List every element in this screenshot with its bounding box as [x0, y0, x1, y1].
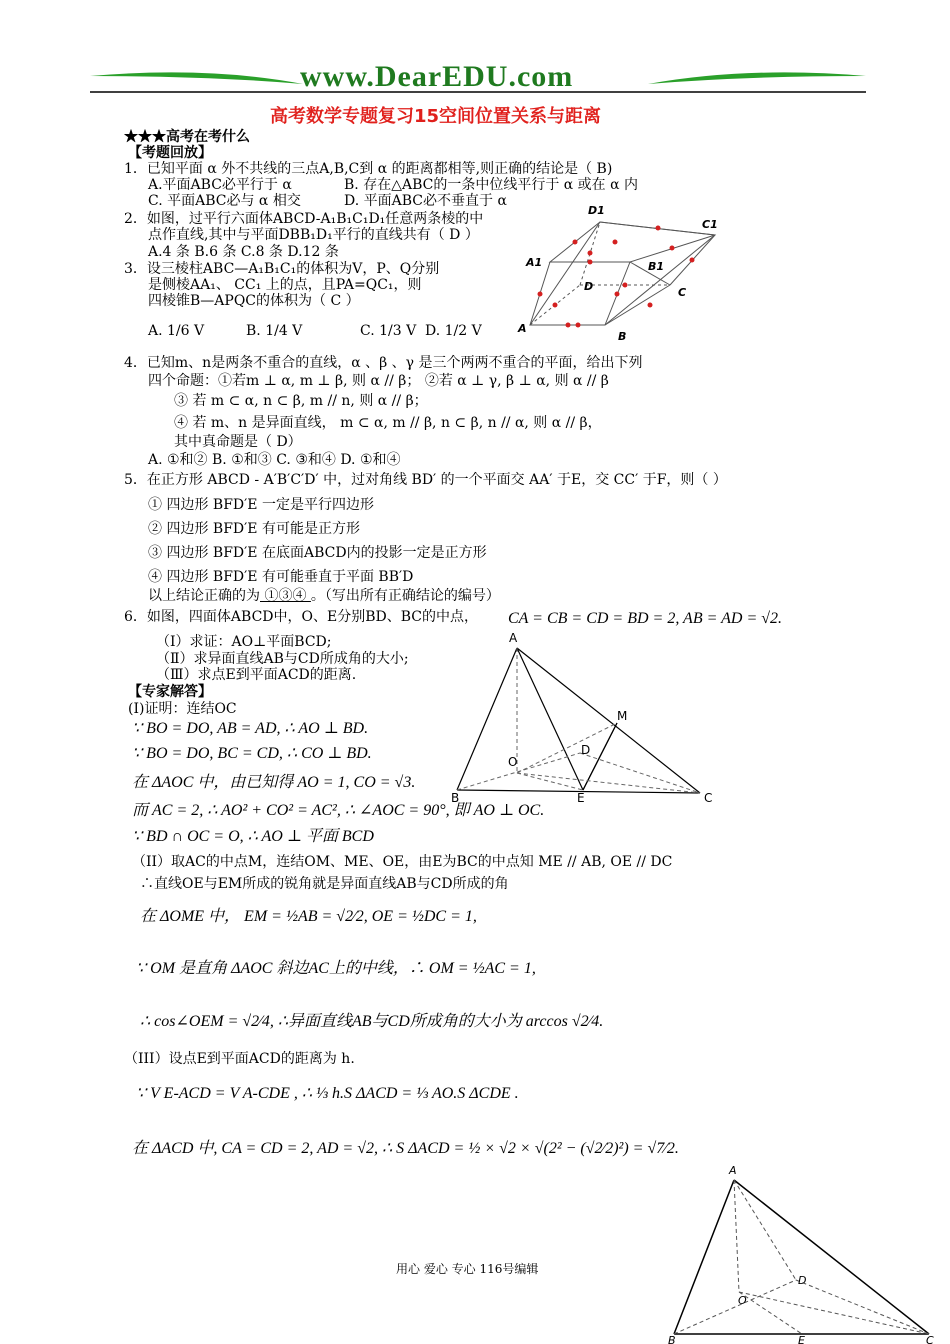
- q1-option-a: A.平面ABC必平行于 α: [148, 177, 292, 193]
- prism-label-d1: D1: [588, 204, 605, 217]
- q5-answer-line: [148, 587, 500, 605]
- page-footer: 用心 爱心 专心 116号编辑: [396, 1262, 539, 1276]
- q3-option-d: D. 1/2 V: [425, 323, 482, 339]
- prism-figure: [520, 200, 740, 350]
- tetra2-label-d: D: [798, 1274, 807, 1287]
- q6-condition: CA = CB = CD = BD = 2, AB = AD = √2.: [508, 610, 783, 627]
- q5-answer-prefix: 以上结论正确的为: [148, 588, 260, 604]
- tetra2-label-c: C: [926, 1334, 934, 1344]
- solution-step6: ∵ BD ∩ OC = O, ∴ AO ⊥ 平面 BCD: [132, 828, 374, 845]
- q6-part2: （Ⅱ）求异面直线AB与CD所成角的大小;: [156, 651, 409, 667]
- solution-step13: ∵ V E-ACD = V A-CDE , ∴ ⅓ h.S ΔACD = ⅓ AO.S ΔCDE .: [136, 1085, 519, 1102]
- q6-part1: （Ⅰ）求证：AO⊥平面BCD;: [156, 634, 332, 650]
- solution-step7: （II）取AC的中点M，连结OM、ME、OE，由E为BC的中点知 ME // AB, OE // DC: [132, 854, 673, 870]
- q4-line3: ③ 若 m ⊂ α, n ⊂ β, m // n, 则 α // β；: [174, 393, 428, 409]
- section-intro: ★★★高考在考什么: [124, 129, 250, 145]
- solution-step2: ∵ BO = DO, AB = AD, ∴ AO ⊥ BD.: [132, 720, 369, 737]
- q4-options: A. ①和② B. ①和③ C. ③和④ D. ①和④: [148, 452, 401, 468]
- solution-step14: 在 ΔACD 中, CA = CD = 2, AD = √2, ∴ S ΔACD = ½ × √2 × √(2² − (√2⁄2)²) = √7⁄2.: [132, 1140, 679, 1157]
- q4-line5: 其中真命题是（ D）: [174, 434, 302, 450]
- q3-line3: 四棱锥B—APQC的体积为（ C ）: [148, 293, 360, 309]
- tetra-label-m: M: [617, 709, 628, 723]
- solution-step9: 在 ΔOME 中， EM = ½AB = √2⁄2, OE = ½DC = 1,: [140, 908, 477, 925]
- solution-step4: 在 ΔAOC 中，由已知得 AO = 1, CO = √3.: [132, 774, 416, 791]
- q5-option-3: ③ 四边形 BFD′E 在底面ABCD内的投影一定是正方形: [148, 545, 487, 561]
- tetra2-label-e: E: [798, 1334, 805, 1344]
- q2-line2: 点作直线,其中与平面DBB₁D₁平行的直线共有（ D ）: [148, 227, 479, 243]
- q4-line4: ④ 若 m、n 是异面直线， m ⊂ α, m // β, n ⊂ β, n // α, 则 α // β，: [174, 415, 602, 431]
- solution-step12: （III）设点E到平面ACD的距离为 h.: [124, 1051, 355, 1067]
- solution-step11: ∴ cos∠OEM = √2⁄4, ∴异面直线AB与CD所成角的大小为 arccos √2⁄4.: [140, 1013, 604, 1030]
- q5-answer-suffix: 。（写出所有正确结论的编号）: [310, 588, 500, 604]
- q5-answer: ①③④: [260, 588, 311, 604]
- q6-stem: 6．如图，四面体ABCD中，O、E分别BD、BC的中点，: [124, 609, 478, 625]
- tetra-label-b: B: [451, 791, 460, 805]
- site-logo[interactable]: www.DearEDU.com: [300, 60, 574, 93]
- q3-line1: 3．设三棱柱ABC—A₁B₁C₁的体积为V，P、Q分别: [124, 261, 440, 277]
- q4-line2: 四个命题：①若m ⊥ α, m ⊥ β, 则 α // β； ②若 α ⊥ γ, β ⊥ α, 则 α // β: [148, 373, 609, 389]
- q1-option-d: D. 平面ABC必不垂直于 α: [344, 193, 507, 209]
- q3-line2: 是侧棱AA₁、 CC₁ 上的点，且PA=QC₁，则: [148, 277, 422, 293]
- tetra-label-d: D: [581, 743, 591, 757]
- prism-label-c: C: [678, 286, 687, 299]
- q5-stem: 5．在正方形 ABCD - A′B′C′D′ 中，过对角线 BD′ 的一个平面交 AA′ 于E，交 CC′ 于F，则（ ）: [124, 472, 727, 488]
- q3-option-a: A. 1/6 V: [148, 323, 205, 339]
- tetrahedron-figure-2: [664, 1162, 944, 1344]
- solution-step8: ∴直线OE与EM所成的锐角就是异面直线AB与CD所成的角: [140, 876, 509, 892]
- prism-label-c1: C1: [702, 218, 718, 231]
- q5-option-4: ④ 四边形 BFD′E 有可能垂直于平面 BB′D: [148, 569, 414, 585]
- q2-options: A.4 条 B.6 条 C.8 条 D.12 条: [148, 244, 339, 260]
- q1-option-b: B. 存在△ABC的一条中位线平行于 α 或在 α 内: [344, 177, 639, 193]
- q4-line1: 4．已知m、n是两条不重合的直线，α 、β 、γ 是三个两两不重合的平面，给出下列: [124, 355, 643, 371]
- section-review: 【考题回放】: [128, 145, 212, 161]
- q2-line1: 2．如图，过平行六面体ABCD-A₁B₁C₁D₁任意两条棱的中: [124, 211, 484, 227]
- prism-label-b: B: [618, 330, 627, 343]
- tetra2-label-o: O: [738, 1294, 747, 1307]
- tetra2-label-b: B: [668, 1334, 676, 1344]
- solution-step10: ∵ OM 是直角 ΔAOC 斜边AC上的中线，∴ OM = ½AC = 1,: [136, 960, 536, 977]
- q6-part3: （Ⅲ）求点E到平面ACD的距离.: [156, 667, 357, 683]
- q1-option-c: C. 平面ABC必与 α 相交: [148, 193, 301, 209]
- prism-label-a1: A1: [526, 256, 543, 269]
- tetra2-label-a: A: [729, 1164, 737, 1177]
- q3-option-c: C. 1/3 V: [360, 323, 417, 339]
- tetra-label-a: A: [509, 631, 518, 645]
- prism-label-a: A: [518, 322, 527, 335]
- q3-option-b: B. 1/4 V: [246, 323, 303, 339]
- tetrahedron-figure: [445, 628, 725, 808]
- section-expert: 【专家解答】: [128, 684, 212, 700]
- q5-option-2: ② 四边形 BFD′E 有可能是正方形: [148, 521, 360, 537]
- solution-step3: ∵ BO = DO, BC = CD, ∴ CO ⊥ BD.: [132, 745, 372, 762]
- q5-option-1: ① 四边形 BFD′E 一定是平行四边形: [148, 497, 374, 513]
- tetra-label-e: E: [577, 791, 585, 805]
- prism-label-d: D: [584, 280, 594, 293]
- page-title: 高考数学专题复习15空间位置关系与距离: [270, 106, 602, 127]
- solution-step5: 而 AC = 2, ∴ AO² + CO² = AC², ∴ ∠AOC = 90°, 即 AO ⊥ OC.: [132, 802, 545, 819]
- prism-label-b1: B1: [648, 260, 665, 273]
- q1-stem: 1．已知平面 α 外不共线的三点A,B,C到 α 的距离都相等,则正确的结论是（ B): [124, 161, 613, 177]
- solution-step1: (Ⅰ)证明：连结OC: [128, 701, 237, 717]
- tetra-label-c: C: [704, 791, 713, 805]
- tetra-label-o: O: [508, 755, 518, 769]
